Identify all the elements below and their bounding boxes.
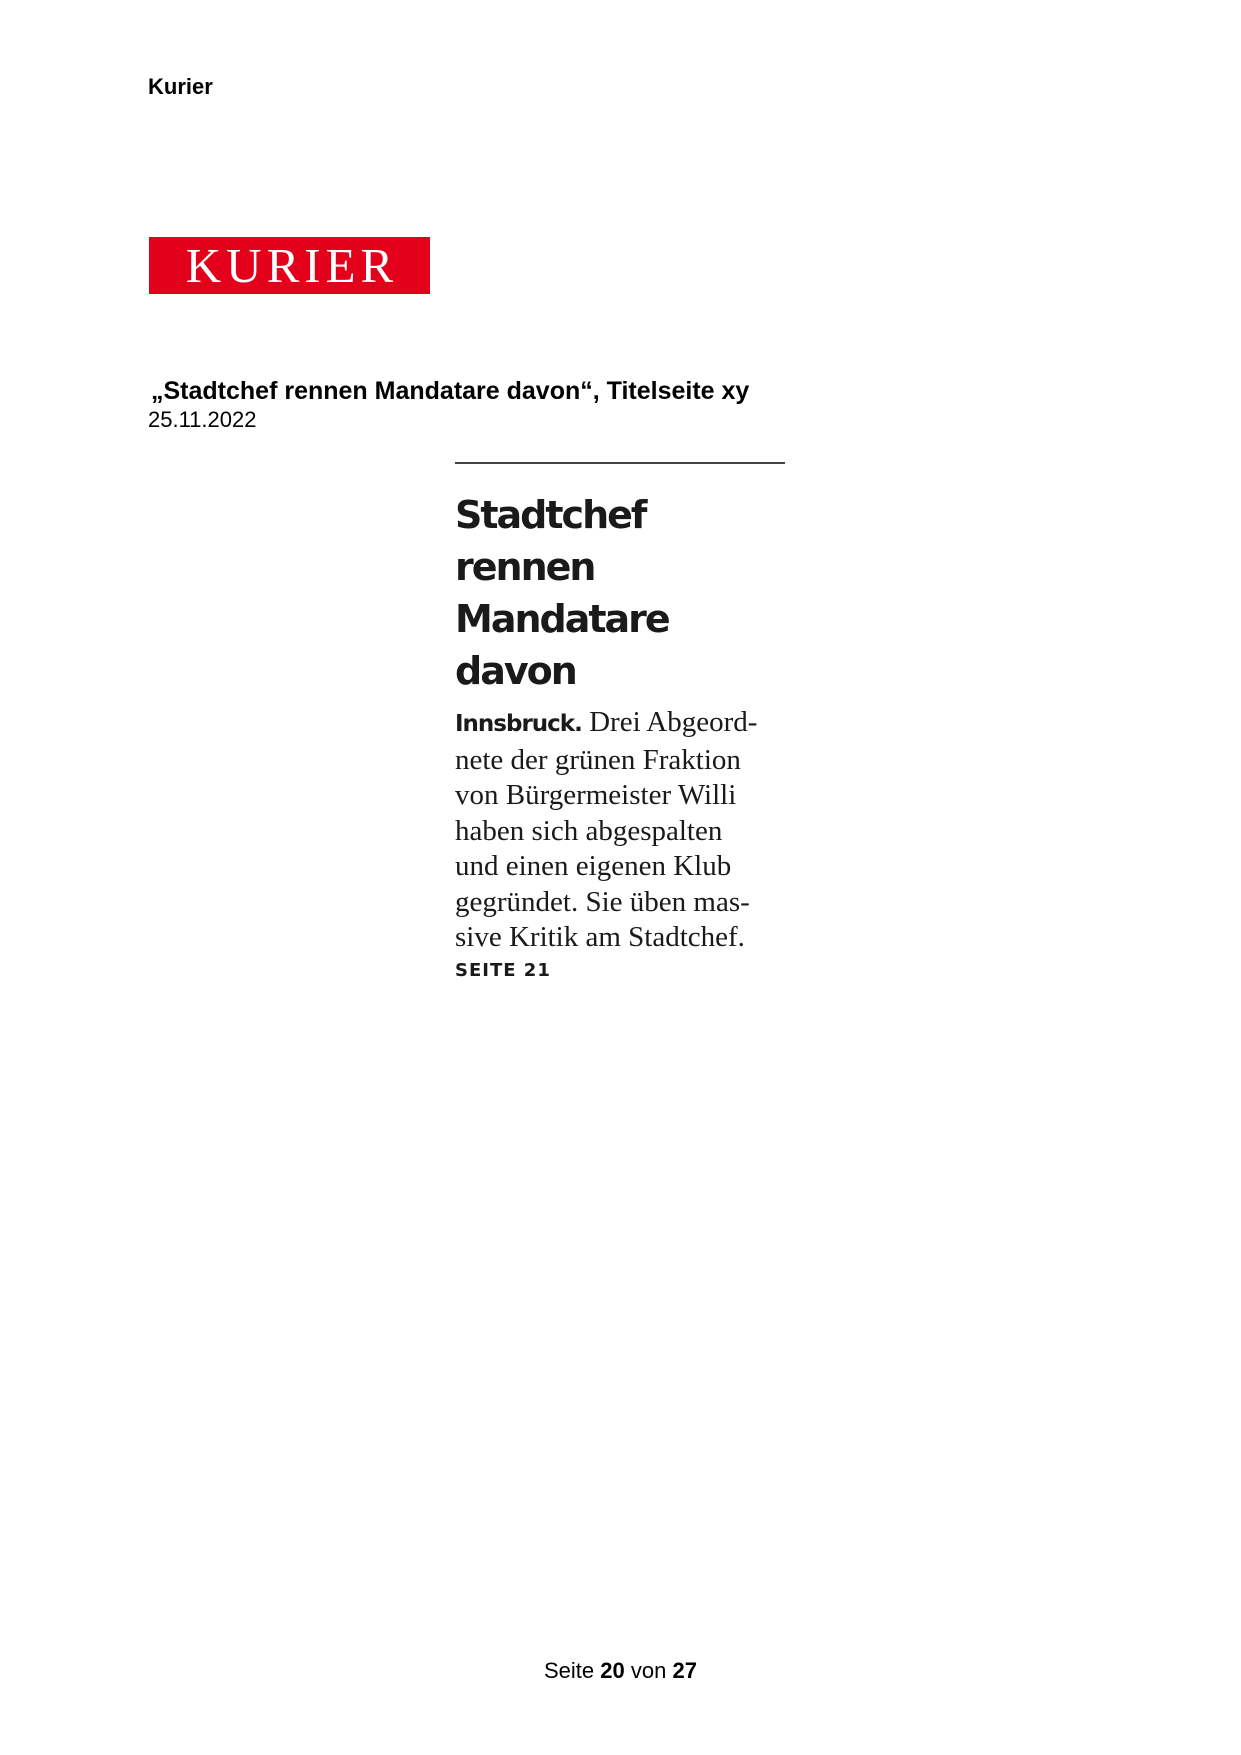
body-line-3: von Bürgermeister Willi bbox=[455, 779, 737, 811]
page-footer bbox=[0, 1658, 1241, 1684]
footer-total-pages: 27 bbox=[672, 1658, 697, 1683]
newspaper-clipping bbox=[455, 462, 785, 981]
document-title: „Stadtchef rennen Mandatare davon“, Titelseite xy bbox=[151, 377, 750, 405]
clipping-page-reference: SEITE 21 bbox=[455, 959, 551, 981]
body-line-5: und einen eigenen Klub bbox=[455, 850, 732, 882]
logo-text: KURIER bbox=[185, 238, 399, 293]
body-line-text: Drei Abgeord- bbox=[589, 706, 758, 738]
clipping-body bbox=[455, 705, 785, 956]
document-date: 25.11.2022 bbox=[148, 407, 257, 432]
kurier-logo bbox=[149, 237, 430, 294]
body-line-7: sive Kritik am Stadtchef. bbox=[455, 921, 745, 953]
clipping-dateline: Innsbruck. bbox=[455, 711, 582, 737]
body-line-6: gegründet. Sie üben mas- bbox=[455, 885, 750, 918]
body-line-1 bbox=[455, 705, 785, 743]
clipping-divider bbox=[455, 462, 785, 464]
headline-line-1: Stadtchef rennen bbox=[455, 493, 646, 589]
footer-separator: von bbox=[630, 1658, 667, 1683]
publication-name: Kurier bbox=[148, 74, 213, 99]
clipping-headline bbox=[455, 489, 785, 697]
body-line-2: nete der grünen Fraktion bbox=[455, 743, 741, 776]
footer-prefix: Seite bbox=[544, 1658, 595, 1683]
footer-current-page: 20 bbox=[600, 1658, 625, 1683]
headline-line-2: Mandatare davon bbox=[455, 597, 669, 693]
body-line-4: haben sich abgespalten bbox=[455, 814, 723, 847]
